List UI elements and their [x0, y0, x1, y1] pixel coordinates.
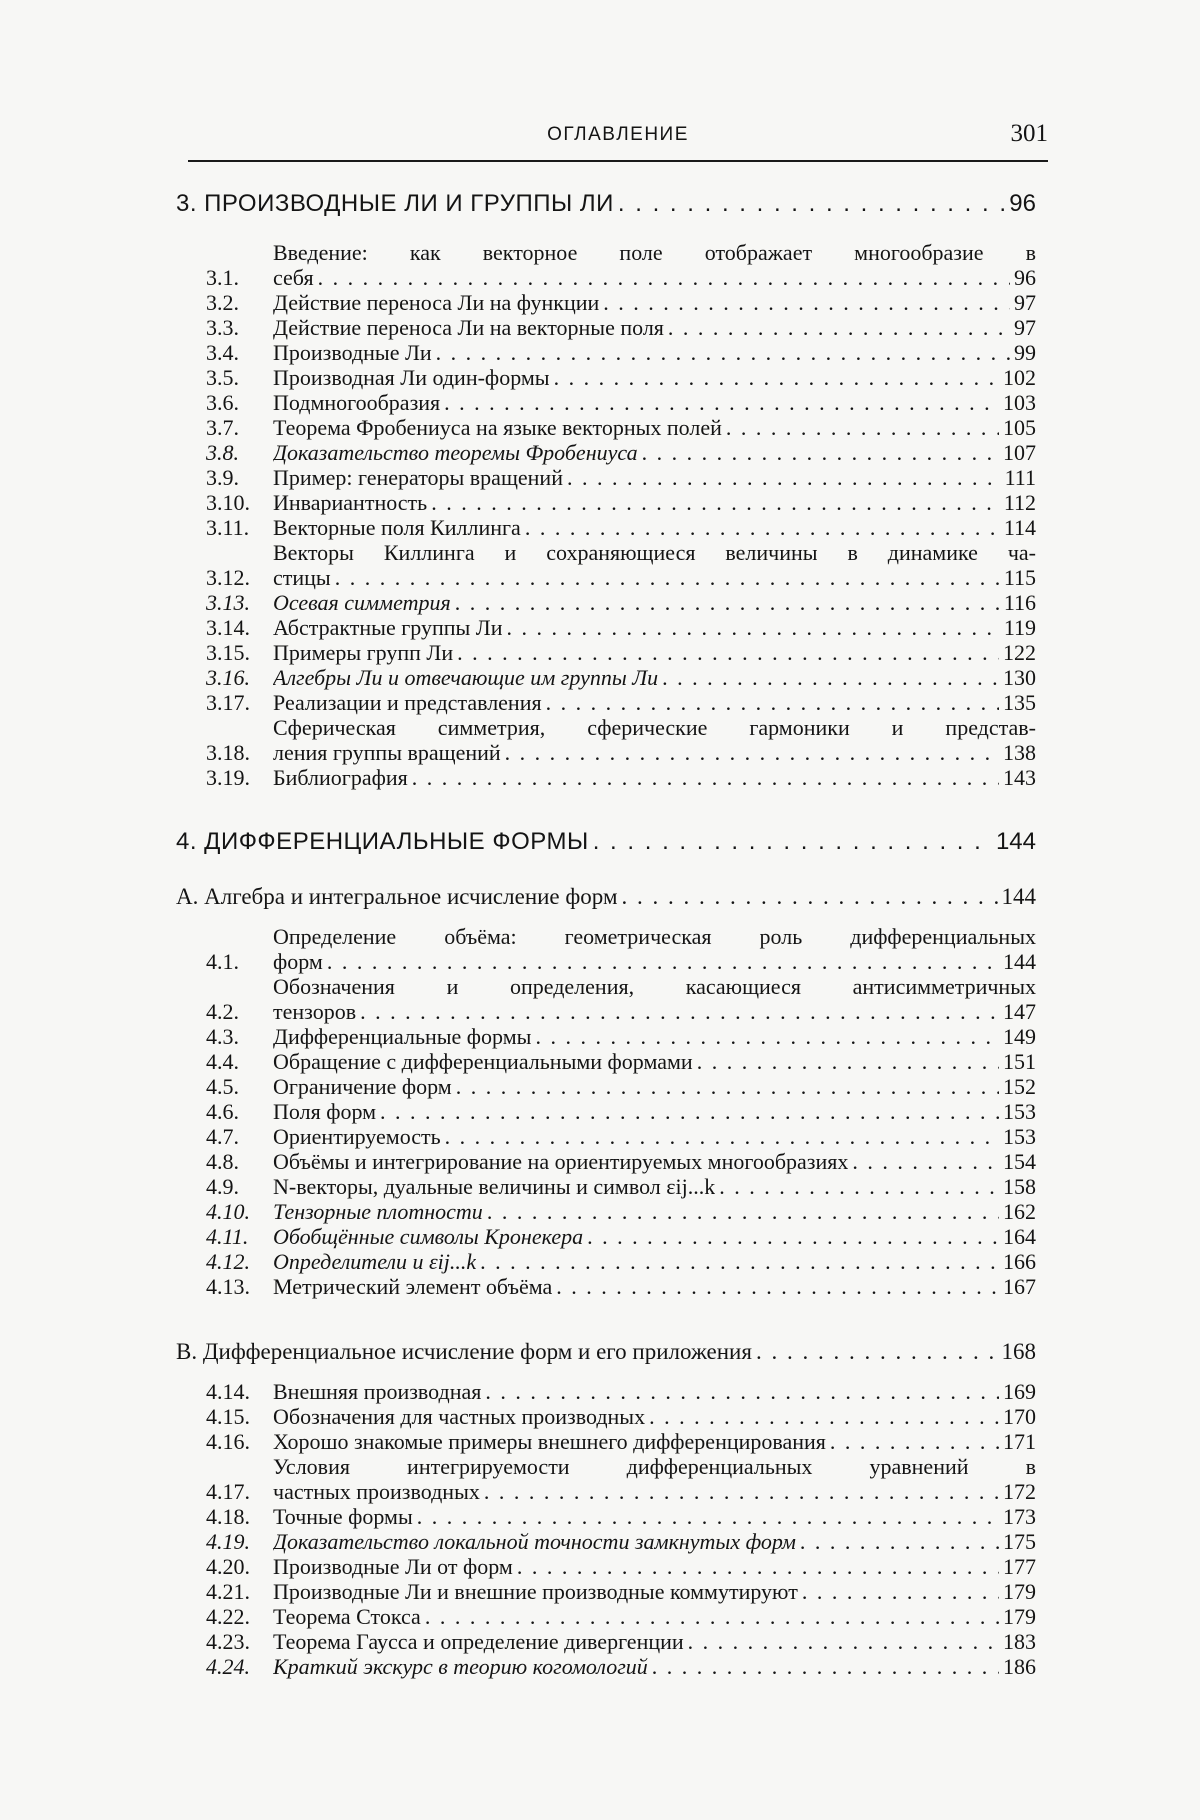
entry-page: 112 — [1003, 490, 1036, 515]
toc-entry[interactable] — [176, 665, 1036, 690]
entry-title-line1: Введение: как векторное поле отображает многообразие в — [273, 240, 1036, 265]
section-number: 4.13. — [206, 1274, 250, 1299]
part-heading-b[interactable] — [176, 1333, 1036, 1365]
entry-body — [273, 365, 1036, 390]
section-number: 4.9. — [206, 1174, 239, 1199]
entry-line2 — [273, 999, 1036, 1024]
entry-page: 138 — [1003, 740, 1036, 765]
section-number: 4.14. — [206, 1379, 250, 1404]
entry-title: Внешняя производная — [273, 1379, 482, 1404]
dot-leader — [525, 515, 1000, 540]
entry-title-line1: Векторы Киллинга и сохраняющиеся величины в динамике ча- — [273, 540, 1036, 565]
entry-page: 97 — [1014, 290, 1036, 315]
entry-page: 116 — [1003, 590, 1036, 615]
toc-entry[interactable] — [176, 1529, 1036, 1554]
toc-entry[interactable] — [176, 1404, 1036, 1429]
dot-leader — [554, 365, 999, 390]
entry-body — [273, 924, 1036, 974]
toc-entry[interactable] — [176, 390, 1036, 415]
entry-page: 149 — [1003, 1024, 1036, 1049]
spacer — [176, 856, 1036, 878]
entry-title: Поля форм — [273, 1099, 377, 1124]
entry-body — [273, 1654, 1036, 1679]
entry-body — [273, 1379, 1036, 1404]
page-number: 301 — [1010, 120, 1048, 147]
dot-leader — [603, 290, 1010, 315]
toc-entry[interactable] — [176, 1504, 1036, 1529]
entry-body — [273, 1024, 1036, 1049]
entry-title: Обозначения для частных производных — [273, 1404, 646, 1429]
entry-page: 175 — [1003, 1529, 1036, 1554]
entry-title: Производные Ли — [273, 340, 432, 365]
entry-line2 — [273, 740, 1036, 765]
entry-page: 114 — [1003, 515, 1036, 540]
section-number: 4.8. — [206, 1149, 239, 1174]
chapter-heading-3-title: 3. ПРОИЗВОДНЫЕ ЛИ И ГРУППЫ ЛИ — [176, 190, 614, 217]
entry-title: Производная Ли один-формы — [273, 365, 550, 390]
entry-page: 173 — [1003, 1504, 1036, 1529]
toc-entry[interactable] — [176, 924, 1036, 974]
toc-entry[interactable] — [176, 415, 1036, 440]
entry-title-line2: стицы — [273, 565, 331, 590]
toc-entry[interactable] — [176, 1199, 1036, 1224]
section-number: 3.7. — [206, 415, 239, 440]
dot-leader — [535, 1024, 999, 1049]
dot-leader — [456, 1074, 999, 1099]
entry-title: Теорема Фробениуса на языке векторных полей — [273, 415, 722, 440]
entry-title-line2: ления группы вращений — [273, 740, 501, 765]
entry-body — [273, 1429, 1036, 1454]
section-number: 4.17. — [206, 1479, 250, 1504]
section-number: 4.3. — [206, 1024, 239, 1049]
entry-title-line2: себя — [273, 265, 314, 290]
entry-page: 154 — [1003, 1149, 1036, 1174]
entry-body — [273, 1124, 1036, 1149]
dot-leader — [506, 615, 999, 640]
dot-leader — [546, 690, 999, 715]
entry-body — [273, 974, 1036, 1024]
section-number: 4.11. — [206, 1224, 249, 1249]
dot-leader — [622, 884, 998, 910]
section-number: 4.10. — [206, 1199, 250, 1224]
entry-body — [273, 665, 1036, 690]
entry-page: 169 — [1003, 1379, 1036, 1404]
entry-line2 — [273, 565, 1036, 590]
dot-leader — [830, 1429, 999, 1454]
entry-title: Краткий экскурс в теорию когомологий — [273, 1654, 648, 1679]
part-heading-b-page: 168 — [1001, 1339, 1036, 1364]
section-number: 4.12. — [206, 1249, 250, 1274]
entry-page: 122 — [1003, 640, 1036, 665]
section-number: 3.8. — [206, 440, 239, 465]
entry-title: Действие переноса Ли на векторные поля — [273, 315, 664, 340]
entry-page: 172 — [1003, 1479, 1036, 1504]
spacer — [176, 1365, 1036, 1379]
chapter-heading-4[interactable] — [176, 824, 1036, 856]
entry-title: Доказательство локальной точности замкнутых форм — [273, 1529, 796, 1554]
entry-title: Пример: генераторы вращений — [273, 465, 563, 490]
toc-entry[interactable] — [176, 1074, 1036, 1099]
entry-title: Примеры групп Ли — [273, 640, 454, 665]
entry-body — [273, 415, 1036, 440]
entry-title: Производные Ли и внешние производные коммутируют — [273, 1579, 798, 1604]
entry-body — [273, 315, 1036, 340]
section-number: 3.12. — [206, 565, 250, 590]
section-number: 3.17. — [206, 690, 250, 715]
dot-leader — [327, 949, 999, 974]
section-number: 4.18. — [206, 1504, 250, 1529]
toc-entry[interactable] — [176, 1429, 1036, 1454]
section-number: 4.19. — [206, 1529, 250, 1554]
entry-title: Осевая симметрия — [273, 590, 451, 615]
toc-entry[interactable] — [176, 1149, 1036, 1174]
entry-body — [273, 1604, 1036, 1629]
dot-leader — [688, 1629, 999, 1654]
toc-entry[interactable] — [176, 465, 1036, 490]
spacer — [176, 1299, 1036, 1333]
entry-title-line1: Определение объёма: геометрическая роль дифференциальных — [273, 924, 1036, 949]
entry-body — [273, 1529, 1036, 1554]
entry-body — [273, 390, 1036, 415]
entry-title: Доказательство теоремы Фробениуса — [273, 440, 638, 465]
toc-entry[interactable] — [176, 1379, 1036, 1404]
entry-body — [273, 515, 1036, 540]
section-number: 3.5. — [206, 365, 239, 390]
entry-body — [273, 1099, 1036, 1124]
entry-body — [273, 540, 1036, 590]
dot-leader — [425, 1604, 999, 1629]
dot-leader — [484, 1479, 999, 1504]
entry-body — [273, 1274, 1036, 1299]
section-number: 4.4. — [206, 1049, 239, 1074]
part-heading-a-title: А. Алгебра и интегральное исчисление форм — [176, 884, 618, 909]
toc-entry[interactable] — [176, 515, 1036, 540]
dot-leader — [618, 190, 1005, 218]
section-number: 4.21. — [206, 1579, 250, 1604]
spacer — [176, 218, 1036, 240]
entry-body — [273, 340, 1036, 365]
entry-page: 183 — [1003, 1629, 1036, 1654]
entry-page: 147 — [1003, 999, 1036, 1024]
dot-leader — [412, 765, 999, 790]
entry-body — [273, 1629, 1036, 1654]
entry-body — [273, 1224, 1036, 1249]
entry-title-line2: форм — [273, 949, 323, 974]
entry-page: 177 — [1003, 1554, 1036, 1579]
entry-page: 153 — [1003, 1124, 1036, 1149]
section-number: 4.20. — [206, 1554, 250, 1579]
entry-title: Обобщённые символы Кронекера — [273, 1224, 584, 1249]
entry-body — [273, 490, 1036, 515]
dot-leader — [431, 490, 1000, 515]
section-number: 3.19. — [206, 765, 250, 790]
running-head — [188, 120, 1048, 162]
entry-body — [273, 465, 1036, 490]
entry-body — [273, 1049, 1036, 1074]
entry-page: 151 — [1003, 1049, 1036, 1074]
section-number: 3.11. — [206, 515, 250, 540]
section-number: 4.2. — [206, 999, 239, 1024]
entry-title: Инвариантность — [273, 490, 428, 515]
entry-page: 102 — [1003, 365, 1036, 390]
entry-title: Действие переноса Ли на функции — [273, 290, 600, 315]
toc-entry[interactable] — [176, 365, 1036, 390]
entry-body — [273, 1579, 1036, 1604]
section-number: 3.4. — [206, 340, 239, 365]
entry-page: 166 — [1003, 1249, 1036, 1274]
entry-page: 171 — [1003, 1429, 1036, 1454]
entry-page: 162 — [1003, 1199, 1036, 1224]
entry-title: Тензорные плотности — [273, 1199, 483, 1224]
dot-leader — [505, 740, 999, 765]
entry-page: 97 — [1014, 315, 1036, 340]
entry-page: 99 — [1014, 340, 1036, 365]
entry-page: 107 — [1003, 440, 1036, 465]
spacer — [176, 790, 1036, 824]
entry-title-line2: тензоров — [273, 999, 357, 1024]
section-number: 3.18. — [206, 740, 250, 765]
dot-leader — [318, 265, 1010, 290]
toc-entry[interactable] — [176, 1249, 1036, 1274]
entry-page: 119 — [1003, 615, 1036, 640]
entry-title: Обращение с дифференциальными формами — [273, 1049, 693, 1074]
section-number: 4.24. — [206, 1654, 250, 1679]
toc-entry[interactable] — [176, 690, 1036, 715]
toc-entry[interactable] — [176, 540, 1036, 590]
toc-entry[interactable] — [176, 1124, 1036, 1149]
entry-page: 179 — [1003, 1604, 1036, 1629]
entry-body — [273, 1199, 1036, 1224]
entry-page: 143 — [1003, 765, 1036, 790]
dot-leader — [445, 1124, 999, 1149]
table-of-contents — [176, 186, 1036, 1679]
toc-entry[interactable] — [176, 974, 1036, 1024]
dot-leader — [593, 828, 992, 856]
entry-title: N-векторы, дуальные величины и символ εij...k — [273, 1174, 716, 1199]
dot-leader — [802, 1579, 999, 1604]
entry-page: 164 — [1003, 1224, 1036, 1249]
entry-body — [273, 615, 1036, 640]
dot-leader — [587, 1224, 999, 1249]
entry-title: Определители и εij...k — [273, 1249, 477, 1274]
entry-title: Хорошо знакомые примеры внешнего дифференцирования — [273, 1429, 826, 1454]
dot-leader — [436, 340, 1010, 365]
entry-page: 153 — [1003, 1099, 1036, 1124]
entry-title: Точные формы — [273, 1504, 413, 1529]
toc-entry[interactable] — [176, 1024, 1036, 1049]
section-number: 4.16. — [206, 1429, 250, 1454]
section-number: 3.3. — [206, 315, 239, 340]
chapter-heading-3[interactable] — [176, 186, 1036, 218]
dot-leader — [517, 1554, 999, 1579]
dot-leader — [556, 1274, 999, 1299]
dot-leader — [642, 440, 999, 465]
section-number: 4.5. — [206, 1074, 239, 1099]
section-number: 3.2. — [206, 290, 239, 315]
dot-leader — [756, 1339, 998, 1365]
toc-entry[interactable] — [176, 1174, 1036, 1199]
dot-leader — [800, 1529, 999, 1554]
toc-entry[interactable] — [176, 715, 1036, 765]
entry-title-line1: Сферическая симметрия, сферические гармоники и представ- — [273, 715, 1036, 740]
entry-body — [273, 690, 1036, 715]
entry-body — [273, 640, 1036, 665]
entry-body — [273, 1404, 1036, 1429]
toc-entry[interactable] — [176, 1099, 1036, 1124]
entry-page: 167 — [1003, 1274, 1036, 1299]
entry-title-line2: частных производных — [273, 1479, 480, 1504]
section-number: 3.10. — [206, 490, 250, 515]
section-number: 3.16. — [206, 665, 250, 690]
toc-entry[interactable] — [176, 340, 1036, 365]
section-number: 4.22. — [206, 1604, 250, 1629]
section-number: 4.7. — [206, 1124, 239, 1149]
dot-leader — [455, 590, 1000, 615]
entry-page: 115 — [1003, 565, 1036, 590]
dot-leader — [480, 1249, 999, 1274]
dot-leader — [567, 465, 1001, 490]
entry-title: Реализации и представления — [273, 690, 542, 715]
toc-entry[interactable] — [176, 1579, 1036, 1604]
entry-body — [273, 1149, 1036, 1174]
entry-page: 96 — [1014, 265, 1036, 290]
part-heading-b-title: В. Дифференциальное исчисление форм и его приложения — [176, 1339, 752, 1364]
dot-leader — [649, 1404, 999, 1429]
dot-leader — [852, 1149, 999, 1174]
toc-entry[interactable] — [176, 1554, 1036, 1579]
dot-leader — [380, 1099, 999, 1124]
dot-leader — [652, 1654, 999, 1679]
section-number: 4.23. — [206, 1629, 250, 1654]
entry-body — [273, 1074, 1036, 1099]
entry-title: Производные Ли от форм — [273, 1554, 513, 1579]
entry-page: 135 — [1003, 690, 1036, 715]
entry-page: 152 — [1003, 1074, 1036, 1099]
spacer — [176, 910, 1036, 924]
entry-title: Теорема Гаусса и определение дивергенции — [273, 1629, 684, 1654]
entry-title-line1: Условия интегрируемости дифференциальных уравнений в — [273, 1454, 1036, 1479]
entry-body — [273, 765, 1036, 790]
entry-body — [273, 1454, 1036, 1504]
dot-leader — [417, 1504, 999, 1529]
dot-leader — [335, 565, 1000, 590]
entry-page: 105 — [1003, 415, 1036, 440]
toc-entry[interactable] — [176, 240, 1036, 290]
entry-title: Подмногообразия — [273, 390, 441, 415]
entry-title: Ограничение форм — [273, 1074, 452, 1099]
entry-title-line1: Обозначения и определения, касающиеся антисимметричных — [273, 974, 1036, 999]
entry-page: 144 — [1003, 949, 1036, 974]
entry-title: Ориентируемость — [273, 1124, 441, 1149]
toc-entry[interactable] — [176, 765, 1036, 790]
toc-entry[interactable] — [176, 1629, 1036, 1654]
section-number: 3.13. — [206, 590, 250, 615]
entry-page: 111 — [1004, 465, 1036, 490]
toc-entry[interactable] — [176, 640, 1036, 665]
entry-page: 179 — [1003, 1579, 1036, 1604]
part-heading-a[interactable] — [176, 878, 1036, 910]
toc-entry[interactable] — [176, 315, 1036, 340]
toc-entry[interactable] — [176, 590, 1036, 615]
part-heading-a-page: 144 — [1001, 884, 1036, 909]
dot-leader — [487, 1199, 999, 1224]
entry-line2 — [273, 949, 1036, 974]
toc-entry[interactable] — [176, 615, 1036, 640]
entry-body — [273, 1174, 1036, 1199]
entry-line2 — [273, 1479, 1036, 1504]
toc-entry[interactable] — [176, 490, 1036, 515]
dot-leader — [444, 390, 999, 415]
entry-title: Векторные поля Киллинга — [273, 515, 521, 540]
dot-leader — [668, 315, 1010, 340]
entry-page: 130 — [1003, 665, 1036, 690]
section-number: 4.1. — [206, 949, 239, 974]
toc-entry[interactable] — [176, 1604, 1036, 1629]
entry-page: 170 — [1003, 1404, 1036, 1429]
chapter-heading-4-page: 144 — [995, 828, 1036, 855]
entry-body — [273, 1554, 1036, 1579]
toc-entry[interactable] — [176, 440, 1036, 465]
toc-entry[interactable] — [176, 290, 1036, 315]
entry-title: Алгебры Ли и отвечающие им группы Ли — [273, 665, 659, 690]
chapter-heading-3-page: 96 — [1009, 190, 1036, 217]
entry-page: 158 — [1003, 1174, 1036, 1199]
section-number: 3.6. — [206, 390, 239, 415]
entry-title: Теорема Стокса — [273, 1604, 421, 1629]
section-number: 4.6. — [206, 1099, 239, 1124]
chapter-heading-4-title: 4. ДИФФЕРЕНЦИАЛЬНЫЕ ФОРМЫ — [176, 828, 589, 855]
section-number: 3.14. — [206, 615, 250, 640]
entry-body — [273, 590, 1036, 615]
section-number: 3.9. — [206, 465, 239, 490]
dot-leader — [360, 999, 999, 1024]
entry-title: Объёмы и интегрирование на ориентируемых многообразиях — [273, 1149, 849, 1174]
dot-leader — [457, 640, 999, 665]
toc-entry[interactable] — [176, 1654, 1036, 1679]
dot-leader — [719, 1174, 999, 1199]
entry-body — [273, 715, 1036, 765]
entry-title: Библиография — [273, 765, 408, 790]
section-number: 3.15. — [206, 640, 250, 665]
entry-body — [273, 290, 1036, 315]
entry-body — [273, 1249, 1036, 1274]
toc-entry[interactable] — [176, 1049, 1036, 1074]
dot-leader — [726, 415, 999, 440]
entry-page: 103 — [1003, 390, 1036, 415]
dot-leader — [662, 665, 999, 690]
entry-title: Абстрактные группы Ли — [273, 615, 503, 640]
entry-title: Дифференциальные формы — [273, 1024, 532, 1049]
entry-title: Метрический элемент объёма — [273, 1274, 553, 1299]
toc-entry[interactable] — [176, 1454, 1036, 1504]
entry-body — [273, 240, 1036, 290]
dot-leader — [697, 1049, 999, 1074]
entry-page: 186 — [1003, 1654, 1036, 1679]
toc-entry[interactable] — [176, 1224, 1036, 1249]
dot-leader — [485, 1379, 999, 1404]
entry-body — [273, 1504, 1036, 1529]
running-head-title: ОГЛАВЛЕНИЕ — [547, 124, 689, 145]
section-number: 3.1. — [206, 265, 239, 290]
entry-line2 — [273, 265, 1036, 290]
section-number: 4.15. — [206, 1404, 250, 1429]
toc-entry[interactable] — [176, 1274, 1036, 1299]
entry-body — [273, 440, 1036, 465]
